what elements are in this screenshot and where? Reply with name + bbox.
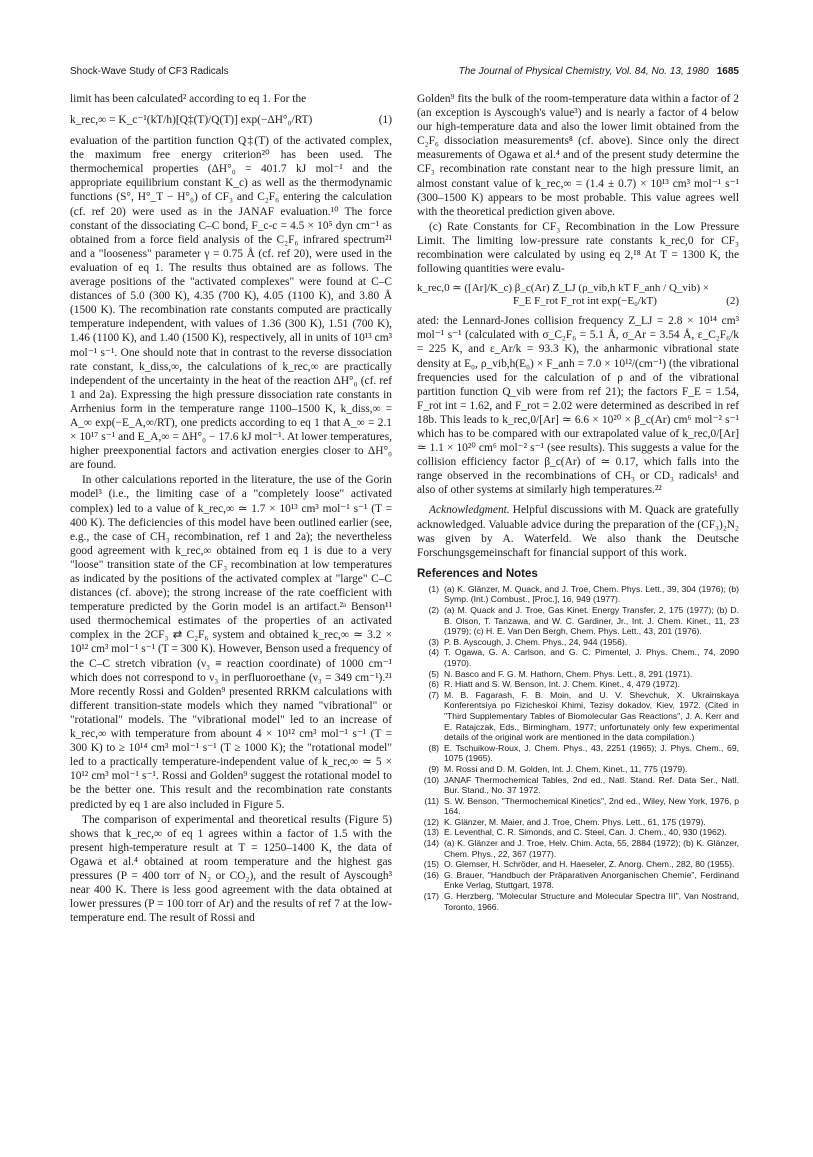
reference-text: G. Herzberg, "Molecular Structure and Molecular Spectra III", Van Nostrand, Toronto, 1966. [444,891,739,912]
reference-item [417,690,739,743]
journal-citation: The Journal of Physical Chemistry, Vol. 84, No. 13, 1980 [458,66,709,77]
reference-item [417,743,739,764]
reference-text: N. Basco and F. G. M. Hathorn, Chem. Phys. Lett., 8, 291 (1971). [444,668,693,679]
reference-number: (14) [423,838,439,849]
paragraph: The comparison of experimental and theoretical results (Figure 5) shows that k_rec,∞ of eq 1 agrees within a factor of 1.5 with the present high-temperature result at T = 1250–1400 K, the data of Ogawa et al.⁴ obtained at room temperature and the highest gas pressures (P = 400 torr of N₂ or CO₂), and the result of Ayscough³ near 400 K. There is less good agreement with the data obtained at lower pressures (P = 100 torr of Ar) and the results of ref 7 at the low-temperature end. The result of Rossi and [70,813,392,925]
reference-item [417,764,739,775]
reference-number: (2) [428,605,439,615]
reference-text: M. Rossi and D. M. Golden, Int. J. Chem. Kinet., 11, 775 (1979). [444,763,688,774]
reference-item [417,870,739,891]
reference-text: G. Brauer, "Handbuch der Präparativen Anorganischen Chemie", Ferdinand Enke Verlag, Stuttgart, 1978. [444,869,739,891]
reference-number: (11) [424,795,439,806]
paragraph: In other calculations reported in the literature, the use of the Gorin model³ (i.e., the limiting case of a "completely loose" activated complex) led to a value of k_rec,∞ ≃ 1.7 × 10¹³ cm³ mol⁻¹ s⁻¹ (T = 400 K). The deficiencies of this model have been outlined earlier (see, e.g., the case of CH₃ recombination, ref 1 and 2a); the nevertheless good agreement with k_rec,∞ obtained from eq 1 is due to a very "loose" transition state of the CF₃ recombination at low temperatures as indicated by the positions of the activated complex at "large" C–C distances (cf. above); the strong increase of the rate coefficient with temperature predicted by the Gorin model is an artifact.²ᵃ Benson¹¹ used thermochemical estimates of the properties of an activated complex in the 2CF₃ ⇄ C₂F₆ system and obtained k_rec,∞ ≃ 3.2 × 10¹² cm³ mol⁻¹ s⁻¹ (T = 300 K). However, Benson used a frequency of the C–C stretch vibration (ν₃ ≡ reaction coordinate) of 1000 cm⁻¹ which does not correspond to ν₃ in perfluoroethane (ν₃ = 349 cm⁻¹).²¹ More recently Rossi and Golden⁹ presented RRKM calculations with different transition-state models which they named "vibrational" or "rotational" models. The "vibrational model" led to an increase of k_rec,∞ with temperature from abount 4 × 10¹² cm³ mol⁻¹ s⁻¹ (T = 300 K) to ≥ 10¹⁴ cm³ mol⁻¹ s⁻¹ (T ≥ 1000 K); the "rotational model" led to a practically temperature-independent value of k_rec,∞ ≃ 5 × 10¹² cm³ mol⁻¹ s⁻¹. Rossi and Golden⁹ suggest the rotational model to be the better one. This result and the recombination rate constants predicted by eq 1 are also included in Figure 5. [70,474,392,811]
equation-2 [417,282,739,308]
left-column [70,92,392,926]
reference-number: (8) [428,742,439,753]
page-number: 1685 [716,66,739,77]
reference-item [417,647,739,668]
reference-number: (13) [423,827,439,838]
equation-2-line-2: F_E F_rot F_rot int exp(−E₀/kT) [513,295,657,308]
paragraph: Golden⁹ fits the bulk of the room-temperature data within a factor of 2 (an exception is Ayscough's value³) and is nearly a factor of 4 below our high-temperature data and also the lower limit obtained from the C₂F₆ dissociation measurements⁸ (cf. above). Since only the direct measurements of Ogawa et al.⁴ and of the present study determine the CF₃ recombination rate constant near to the high pressure limit, an almost constant value of k_rec,∞ = (1.4 ± 0.7) × 10¹³ cm³ mol⁻¹ s⁻¹ (300–1500 K) appears to be most probable. This value agrees well with the theoretical prediction given above. [417,93,739,218]
reference-item [417,817,739,828]
equation-2-number: (2) [726,295,739,308]
reference-text: E. Tschuikow-Roux, J. Chem. Phys., 43, 2251 (1965); J. Phys. Chem., 69, 1075 (1965). [444,742,739,764]
reference-text: JANAF Thermochemical Tables, 2nd ed., Natl. Stand. Ref. Data Ser., Natl. Bur. Stand., No. 37 1972. [444,774,739,796]
acknowledgment-text: Helpful discussions with M. Quack are gratefully acknowledged. Valuable advice during the preparation of the (CF₃)₂N₂ was given by A. Waterfeld. We also thank the Deutsche Forschungsgemeinschaft for financial support of this work. [417,504,739,559]
reference-number: (15) [423,859,439,870]
reference-text: M. B. Fagarash, F. B. Moin, and U. V. Shevchuk, X. Ukrainskaya Konferentsiya po Fizicheskoi Khimi, Tezisy dokadov, Kiev, 1972. (Cited in "Third Supplementary Tables of Biomolecular Gas Reactions", J. A. Kerr and E. Ratajczak, Eds., Birmingham, 1977; unfortunately only few experimental details of the original work are mentioned in the data compilation.) [444,689,739,743]
reference-text: P. B. Ayscough, J. Chem. Phys., 24, 944 (1956). [444,636,628,647]
reference-item [417,775,739,796]
reference-item [417,584,739,605]
reference-item [417,838,739,859]
reference-item [417,637,739,648]
reference-item [417,605,739,637]
reference-item [417,796,739,817]
paragraph: evaluation of the partition function Q‡(T) of the activated complex, the maximum free energy criterion²⁰ has been used. The thermochemical properties (ΔH°₀ = 401.7 kJ mol⁻¹ and the appropriate equilibrium constant K_c) as well as the thermodynamic functions (S°, H°_T − H°₀) of CF₃ and C₂F₆ entering the calculation (cf. ref 20) were used as in the JANAF evaluation.¹⁰ The force constant of the dissociating C–C bond, F_c-c = 4.5 × 10⁵ dyn cm⁻¹ as obtained from a force field analysis of the C₂F₆ infrared spectrum²¹ and a "looseness" parameter γ = 0.75 Å (cf. ref 20), were used in the evaluation of eq 1. The results thus obtained are as follows. The average positions of the "activated complexes" were found at C–C distances of 5.0 (300 K), 4.35 (700 K), 4.05 (1100 K), and 3.80 Å (1500 K). The recombination rate constants computed are practically temperature independent, with values of 1.36 (300 K), 1.51 (700 K), 1.46 (1100 K), and 1.40 (1500 K), respectively, all in units of 10¹³ cm³ mol⁻¹ s⁻¹. One should note that in contrast to the reverse dissociation rate constant, k_diss,∞, the calculations of k_rec,∞ are practically independent of the uncertainty in the heat of the reaction ΔH°₀ (cf. ref 1 and 2a). Expressing the high pressure dissociation rate constants in Arrhenius form in the temperature range 1100–1500 K, k_diss,∞ = A_∞ exp(−E_A,∞/RT), one predicts according to eq 1 that A_∞ = 2.1 × 10¹⁷ s⁻¹ and E_A,∞ = ΔH°₀ − 17.6 kJ mol⁻¹. At lower temperatures, higher preexponential factors and activation energies closer to ΔH°₀ are found. [70,135,392,472]
running-header-left: Shock-Wave Study of CF3 Radicals [70,66,229,77]
reference-number: (5) [428,668,439,679]
reference-text: K. Glänzer, M. Maier, and J. Troe, Chem. Phys. Lett., 61, 175 (1979). [444,816,706,827]
equation-2-line-1: k_rec,0 ≃ ([Ar]/K_c) β_c(Ar) Z_LJ (ρ_vib,h kT F_anh / Q_vib) × [417,282,710,295]
equation-1-body: k_rec,∞ = K_c⁻¹(kT/h)[Q‡(T)/Q(T)] exp(−ΔH°₀/RT) [70,114,313,127]
section-paragraph: (c) Rate Constants for CF₃ Recombination in the Low Pressure Limit. The limiting low-pressure rate constants k_rec,0 for CF₃ recombination were calculated by using eq 2,¹⁸ At T = 1300 K, the following quantities were evalu- [417,220,739,276]
reference-text: (a) K. Glänzer and J. Troe, Helv. Chim. Acta, 55, 2884 (1972); (b) K. Glänzer, Chem. Phys., 22, 367 (1977). [444,838,739,859]
reference-number: (1) [428,583,439,594]
references-list [417,584,739,912]
reference-text: R. Hiatt and S. W. Benson, Int. J. Chem. Kinet., 4, 479 (1972). [444,679,680,690]
paragraph: ated: the Lennard-Jones collision frequency Z_LJ = 2.8 × 10¹⁴ cm³ mol⁻¹ s⁻¹ (calculated with σ_C₂F₆ = 5.1 Å, σ_Ar = 3.54 Å, ε_C₂F₆/k = 225 K, and ε_Ar/k = 93.3 K), the anharmonic vibrational state density at E₀, ρ_vib,h(E₀) × F_anh = 7.0 × 10¹²/(cm⁻¹) (the vibrational frequencies used for the calculation of ρ and of the vibrational partition function Q_vib were from ref 21); the factors F_E = 1.54, F_rot int = 1.62, and F_rot = 2.02 were determined as described in ref 18b. This leads to k_rec,0/[Ar] ≃ 6.6 × 10²⁰ × β_c(Ar) cm⁶ mol⁻² s⁻¹ which has to be compared with our extrapolated value of k_rec,0/[Ar] ≃ 1.1 × 10²⁰ cm⁶ mol⁻² s⁻¹ (see results). This suggests a value for the collision efficiency factor β_c(Ar) of ≃ 0.17, which falls into the range observed in the recombinations of CH₃ or CD₃ radicals¹ and also of other systems at similarly high temperatures.²² [417,315,739,497]
reference-text: (a) M. Quack and J. Troe, Gas Kinet. Energy Transfer, 2, 175 (1977); (b) D. B. Olson, T. Tanzawa, and W. C. Gardiner, Jr., Int. J. Chem. Kinet., 11, 23 (1979); (c) H. E. Van Den Bergh, Chem. Phys. Lett., 43, 201 (1976). [444,605,739,637]
reference-text: E. Leventhal, C. R. Simonds, and C. Steel, Can. J. Chem., 40, 930 (1962). [444,827,727,838]
running-header-right [459,66,739,77]
reference-number: (16) [423,869,439,880]
reference-item [417,891,739,912]
equation-1 [70,111,392,129]
reference-item [417,859,739,870]
reference-text: S. W. Benson, "Thermochemical Kinetics", 2nd ed., Wiley, New York, 1976, p 164. [444,795,739,817]
reference-item [417,827,739,838]
reference-number: (12) [423,816,439,827]
right-column [417,92,739,912]
references-title: References and Notes [417,567,538,580]
reference-number: (4) [428,647,439,658]
acknowledgment [417,503,739,559]
reference-number: (17) [423,891,439,902]
reference-number: (9) [428,763,439,774]
reference-text: (a) K. Glänzer, M. Quack, and J. Troe, Chem. Phys. Lett., 39, 304 (1976); (b) Symp. (Int.) Combust., [Proc.], 16, 949 (1977). [444,583,739,605]
reference-number: (7) [428,689,439,700]
reference-text: T. Ogawa, G. A. Carlson, and G. C. Pimentel, J. Phys. Chem., 74, 2090 (1970). [444,647,739,668]
paragraph: limit has been calculated² according to eq 1. For the [70,93,307,105]
equation-1-number: (1) [378,114,392,127]
reference-number: (10) [423,774,439,785]
reference-item [417,679,739,690]
reference-number: (6) [428,679,439,690]
reference-item [417,669,739,680]
reference-text: O. Glemser, H. Schröder, and H. Haeseler, Z. Anorg. Chem., 282, 80 (1955). [444,859,735,870]
reference-number: (3) [428,636,439,647]
acknowledgment-label: Acknowledgment. [429,504,510,517]
